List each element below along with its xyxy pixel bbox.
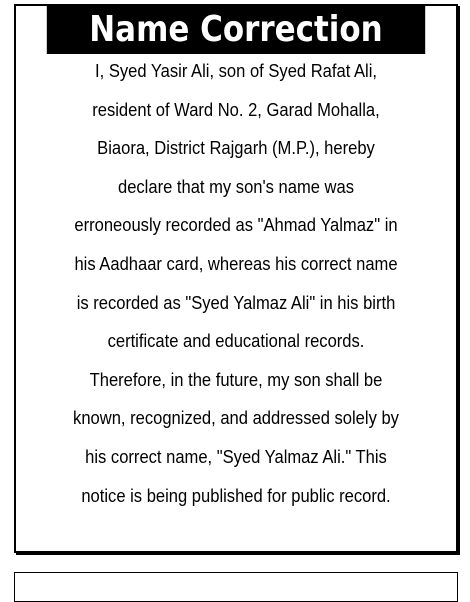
notice-box bbox=[14, 4, 458, 553]
next-notice-box bbox=[14, 572, 458, 602]
notice-line: his correct name, "Syed Yalmaz Ali." This bbox=[85, 446, 387, 467]
notice-line: known, recognized, and addressed solely by bbox=[73, 408, 399, 429]
notice-line: Biaora, District Rajgarh (M.P.), hereby bbox=[97, 138, 375, 159]
notice-line: notice is being published for public record. bbox=[81, 485, 391, 506]
notice-line: resident of Ward No. 2, Garad Mohalla, bbox=[92, 99, 380, 120]
notice-line: Therefore, in the future, my son shall be bbox=[89, 369, 383, 390]
notice-line: is recorded as "Syed Yalmaz Ali" in his birth bbox=[76, 292, 396, 313]
notice-line: declare that my son's name was bbox=[117, 176, 355, 197]
notice-line: certificate and educational records. bbox=[107, 331, 365, 352]
notice-line: his Aadhaar card, whereas his correct name bbox=[74, 253, 398, 274]
notice-title: Name Correction bbox=[47, 6, 425, 54]
notice-line: I, Syed Yasir Ali, son of Syed Rafat Ali, bbox=[95, 61, 377, 81]
notice-line: erroneously recorded as "Ahmad Yalmaz" in bbox=[74, 215, 398, 236]
notice-body bbox=[16, 52, 456, 515]
